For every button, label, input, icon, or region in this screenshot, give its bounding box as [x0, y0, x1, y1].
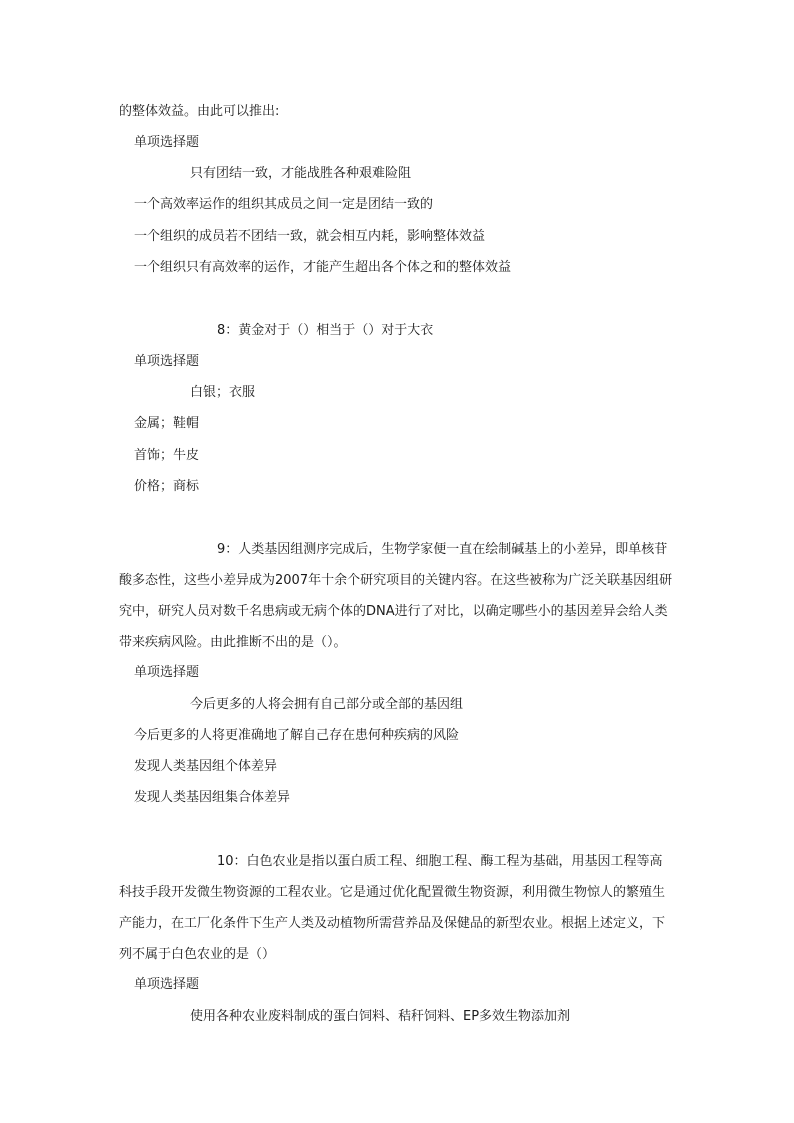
q10-type-label: 单项选择题 — [134, 977, 200, 992]
q9-option-d: 发现人类基因组集合体差异 — [134, 790, 291, 805]
q7-type-label: 单项选择题 — [134, 135, 200, 150]
q9-option-b: 今后更多的人将更准确地了解自己存在患何种疾病的风险 — [134, 728, 460, 743]
q10-stem: 10：白色农业是指以蛋白质工程、细胞工程、酶工程为基础，用基因工程等高科技手段开发微生物资源的工程农业。它是通过优化配置微生物资源，利用微生物惊人的繁殖生产能力，在工厂化条件下生产人类及动植物所需营养品及保健品的新型农业。根据上述定义，下列不属于白色农业的是（） — [119, 854, 666, 962]
q9-option-a: 今后更多的人将会拥有自己部分或全部的基因组 — [190, 697, 464, 712]
q7-option-a: 只有团结一致，才能战胜各种艰难险阻 — [190, 166, 412, 181]
q8-stem: 8：黄金对于（）相当于（）对于大衣 — [217, 323, 434, 338]
q7-option-c: 一个组织的成员若不团结一致，就会相互内耗，影响整体效益 — [134, 229, 486, 244]
q8-option-a: 白银；衣服 — [190, 385, 256, 400]
q7-option-d: 一个组织只有高效率的运作，才能产生超出各个体之和的整体效益 — [134, 260, 512, 275]
q8-type-label: 单项选择题 — [134, 354, 200, 369]
q9-option-c: 发现人类基因组个体差异 — [134, 759, 278, 774]
q8-option-d: 价格；商标 — [134, 479, 200, 494]
q8-option-c: 首饰；牛皮 — [134, 448, 200, 463]
q10-option-a: 使用各种农业废料制成的蛋白饲料、秸秆饲料、EP多效生物添加剂 — [190, 1009, 571, 1024]
q8-option-b: 金属；鞋帽 — [134, 416, 200, 431]
q9-stem-block — [119, 534, 675, 658]
q7-stem-tail: 的整体效益。由此可以推出: — [119, 104, 280, 119]
q10-stem-block — [119, 846, 675, 970]
q9-stem: 9：人类基因组测序完成后，生物学家便一直在绘制碱基上的小差异，即单核苷酸多态性，这些小差异成为2007年十余个研究项目的关键内容。在这些被称为广泛关联基因组研究中，研究人员对数千名患病或无病个体的DNA进行了对比，以确定哪些小的基因差异会给人类带来疾病风险。由此推断不出的是（）。 — [119, 542, 673, 650]
q9-type-label: 单项选择题 — [134, 665, 200, 680]
q7-option-b: 一个高效率运作的组织其成员之间一定是团结一致的 — [134, 197, 434, 212]
